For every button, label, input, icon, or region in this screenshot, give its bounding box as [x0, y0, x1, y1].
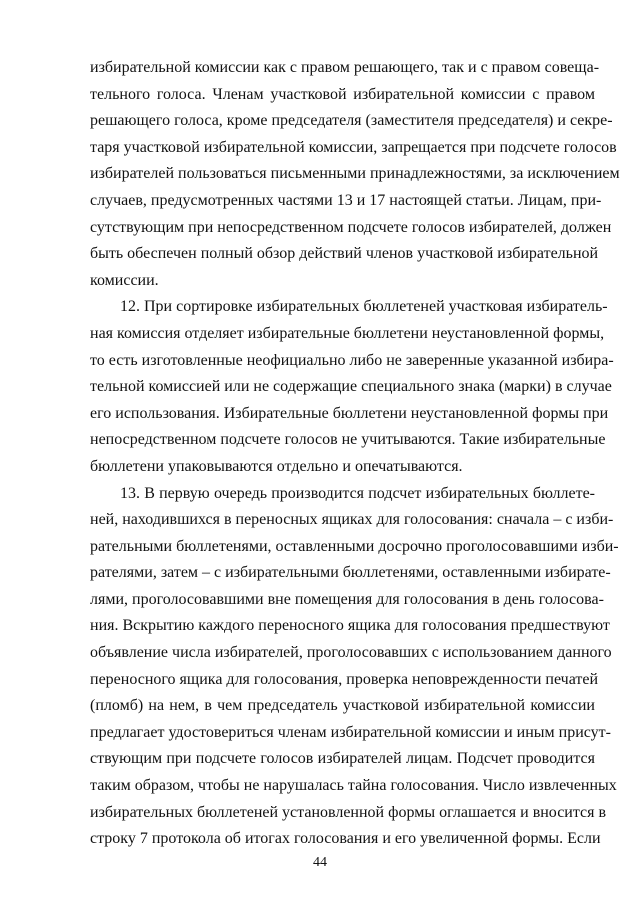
text-line: бюллетени упаковываются отдельно и опечатываются. — [90, 457, 463, 475]
text-line: ствующим при подсчете голосов избирателей лицам. Подсчет проводится — [90, 750, 595, 768]
text-line: ная комиссия отделяет избирательные бюллетени неустановленной формы, — [90, 324, 605, 342]
text-line: таким образом, чтобы не нарушалась тайна голосования. Число извлеченных — [90, 777, 617, 795]
text-line: его использования. Избирательные бюллетени неустановленной формы при — [90, 404, 609, 422]
text-line: рательными бюллетенями, оставленными досрочно проголосовавшими изби- — [90, 537, 619, 555]
text-line: решающего голоса, кроме председателя (заместителя председателя) и секре- — [90, 112, 613, 130]
text-line: переносного ящика для голосования, проверка неповрежденности печатей — [90, 670, 599, 688]
text-line: то есть изготовленные неофициально либо не заверенные указанной избира- — [90, 351, 614, 369]
text-line: рателями, затем – с избирательными бюллетенями, оставленными избирате- — [90, 564, 611, 582]
paragraph-13-first-line: 13. В первую очередь производится подсчет избирательных бюллете- — [120, 484, 595, 502]
text-line: избирательных бюллетеней установленной формы оглашается и вносится в — [90, 803, 607, 821]
text-line: непосредственном подсчете голосов не учитываются. Такие избирательные — [90, 431, 606, 449]
text-line: тельного голоса. Членам участковой избирательной комиссии с правом — [90, 85, 595, 103]
text-line: избирателей пользоваться письменными принадлежностями, за исключением — [90, 165, 620, 183]
text-line: объявление числа избирателей, проголосовавших с использованием данного — [90, 644, 612, 662]
text-line: предлагает удостовериться членам избирательной комиссии и иным присут- — [90, 723, 611, 741]
text-line: лями, проголосовавшими вне помещения для голосования в день голосова- — [90, 590, 604, 608]
text-line: быть обеспечен полный обзор действий членов участковой избирательной — [90, 245, 599, 263]
text-line: случаев, предусмотренных частями 13 и 17 настоящей статьи. Лицам, при- — [90, 191, 602, 209]
text-line: строку 7 протокола об итогах голосования и его увеличенной формы. Если — [90, 830, 601, 848]
paragraph-12-first-line: 12. При сортировке избирательных бюллетеней участковая избиратель- — [120, 298, 608, 316]
page-number: 44 — [313, 855, 327, 870]
text-line: тельной комиссией или не содержащие специального знака (марки) в случае — [90, 378, 612, 396]
text-line: ния. Вскрытию каждого переносного ящика для голосования предшествуют — [90, 617, 610, 635]
text-line: комиссии. — [90, 271, 159, 289]
text-line: ней, находившихся в переносных ящиках для голосования: сначала – с изби- — [90, 511, 614, 529]
body-text — [90, 55, 620, 853]
text-line: таря участковой избирательной комиссии, запрещается при подсчете голосов — [90, 138, 617, 156]
text-line: сутствующим при непосредственном подсчете голосов избирателей, должен — [90, 218, 612, 236]
text-line: (пломб) на нем, в чем председатель участковой избирательной комиссии — [90, 697, 595, 715]
text-line: избирательной комиссии как с правом решающего, так и с правом совеща- — [90, 59, 600, 76]
